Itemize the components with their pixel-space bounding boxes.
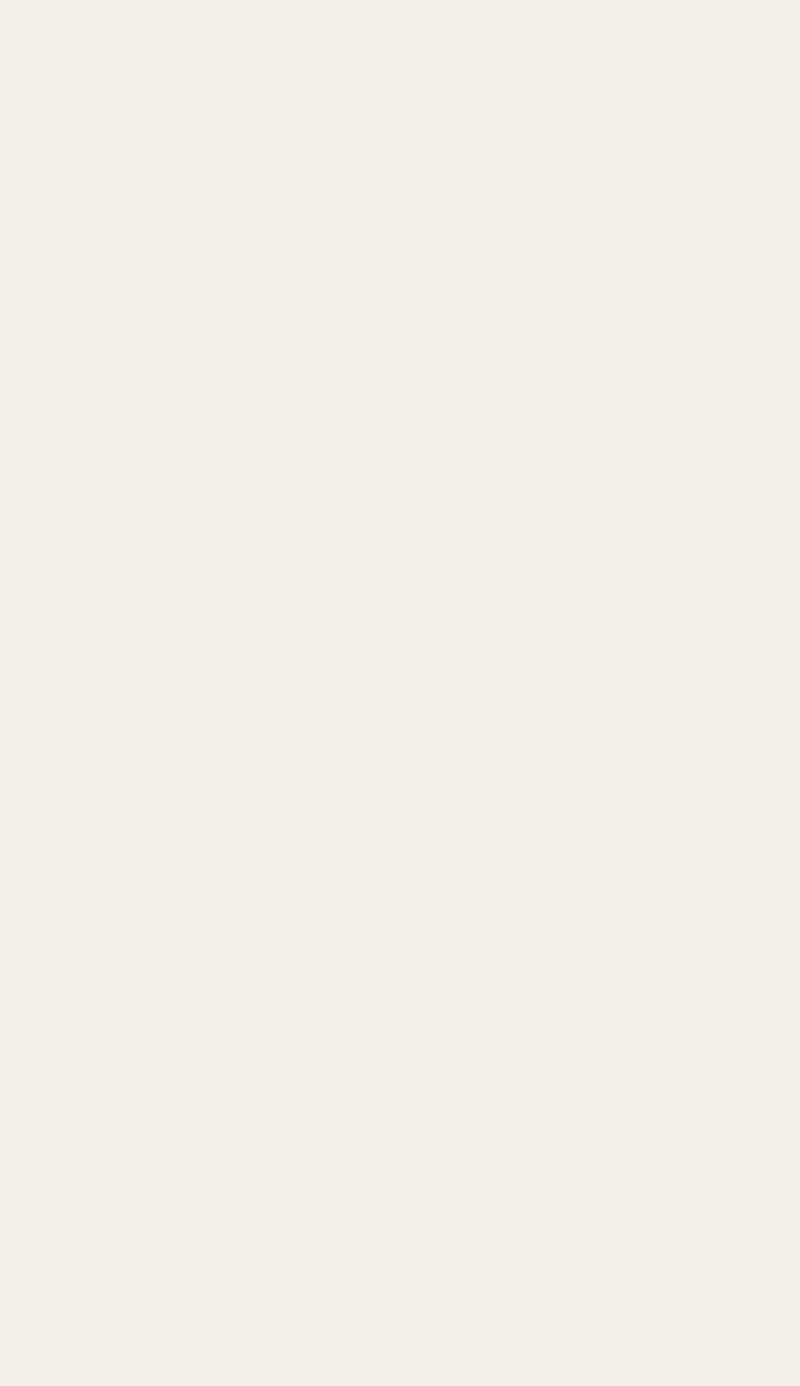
side-title (4, 80, 38, 1280)
